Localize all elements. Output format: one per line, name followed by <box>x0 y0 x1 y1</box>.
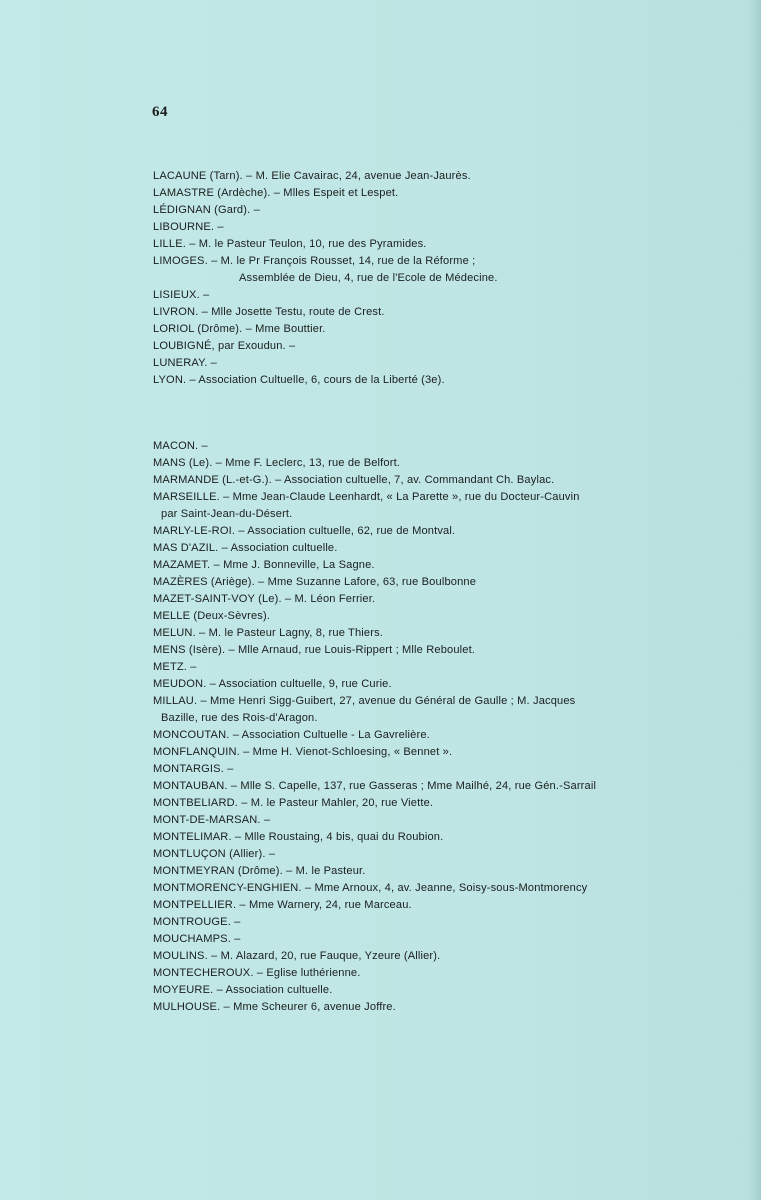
directory-entry: LISIEUX. – <box>153 289 210 301</box>
directory-entry: LUNERAY. – <box>153 357 217 369</box>
directory-entry: MILLAU. – Mme Henri Sigg-Guibert, 27, avenue du Général de Gaulle ; M. Jacques <box>153 695 576 707</box>
page-edge-shadow <box>747 0 761 1200</box>
marseille-continuation: par Saint-Jean-du-Désert. <box>161 508 293 520</box>
directory-entry: LIVRON. – Mlle Josette Testu, route de Crest. <box>153 306 385 318</box>
directory-entry: LAMASTRE (Ardèche). – Mlles Espeit et Lespet. <box>153 187 399 199</box>
page-number: 64 <box>152 104 168 120</box>
directory-entry: LYON. – Association Cultuelle, 6, cours de la Liberté (3e). <box>153 374 445 386</box>
directory-entry: MONTECHEROUX. – Eglise luthérienne. <box>153 967 361 979</box>
directory-entry: LIBOURNE. – <box>153 221 224 233</box>
directory-entry: LOUBIGNÉ, par Exoudun. – <box>153 340 296 352</box>
directory-entry: MAZÈRES (Ariège). – Mme Suzanne Lafore, 63, rue Boulbonne <box>153 576 477 588</box>
directory-entry: MONTMEYRAN (Drôme). – M. le Pasteur. <box>153 865 366 877</box>
directory-entry: LIMOGES. – M. le Pr François Rousset, 14, rue de la Réforme ; <box>153 255 476 267</box>
directory-entry: MOUCHAMPS. – <box>153 933 241 945</box>
directory-entry: MARLY-LE-ROI. – Association cultuelle, 62, rue de Montval. <box>153 525 456 537</box>
directory-entry: LÉDIGNAN (Gard). – <box>153 204 260 216</box>
directory-entry: MONTMORENCY-ENGHIEN. – Mme Arnoux, 4, av. Jeanne, Soisy-sous-Montmorency <box>153 882 588 894</box>
directory-entry: MONTELIMAR. – Mlle Roustaing, 4 bis, quai du Roubion. <box>153 831 444 843</box>
directory-entry: MONFLANQUIN. – Mme H. Vienot-Schloesing, « Bennet ». <box>153 746 453 758</box>
directory-entry: MARSEILLE. – Mme Jean-Claude Leenhardt, « La Parette », rue du Docteur-Cauvin <box>153 491 580 503</box>
directory-entry: MONT-DE-MARSAN. – <box>153 814 271 826</box>
directory-entry: MAZAMET. – Mme J. Bonneville, La Sagne. <box>153 559 375 571</box>
directory-block-m <box>153 438 683 1016</box>
directory-entry: MONTBELIARD. – M. le Pasteur Mahler, 20, rue Viette. <box>153 797 434 809</box>
directory-entry: MONCOUTAN. – Association Cultuelle - La Gavrelière. <box>153 729 430 741</box>
directory-entry: MULHOUSE. – Mme Scheurer 6, avenue Joffre. <box>153 1001 396 1013</box>
directory-block-l <box>153 168 683 389</box>
directory-entry: MELLE (Deux-Sèvres). <box>153 610 271 622</box>
directory-entry-continuation <box>153 506 683 523</box>
directory-entry: MACON. – <box>153 440 208 452</box>
directory-entry: MAS D'AZIL. – Association cultuelle. <box>153 542 338 554</box>
directory-entry: MANS (Le). – Mme F. Leclerc, 13, rue de Belfort. <box>153 457 401 469</box>
directory-entry: MONTLUÇON (Allier). – <box>153 848 276 860</box>
limoges-continuation: Assemblée de Dieu, 4, rue de l'Ecole de Médecine. <box>239 272 498 284</box>
directory-entry: LACAUNE (Tarn). – M. Elie Cavairac, 24, avenue Jean-Jaurès. <box>153 170 471 182</box>
directory-entry: MARMANDE (L.-et-G.). – Association cultuelle, 7, av. Commandant Ch. Baylac. <box>153 474 555 486</box>
directory-entry: MEUDON. – Association cultuelle, 9, rue Curie. <box>153 678 392 690</box>
directory-entry-continuation <box>153 710 683 727</box>
directory-entry: MONTPELLIER. – Mme Warnery, 24, rue Marceau. <box>153 899 412 911</box>
millau-continuation: Bazille, rue des Rois-d'Aragon. <box>161 712 318 724</box>
directory-entry: METZ. – <box>153 661 197 673</box>
directory-entry: LORIOL (Drôme). – Mme Bouttier. <box>153 323 326 335</box>
directory-entry: MOULINS. – M. Alazard, 20, rue Fauque, Yzeure (Allier). <box>153 950 441 962</box>
directory-entry: MENS (Isère). – Mlle Arnaud, rue Louis-Rippert ; Mlle Reboulet. <box>153 644 476 656</box>
directory-entry: MONTROUGE. – <box>153 916 241 928</box>
directory-entry: MELUN. – M. le Pasteur Lagny, 8, rue Thiers. <box>153 627 384 639</box>
directory-entry: MOYEURE. – Association cultuelle. <box>153 984 333 996</box>
directory-entry: MONTARGIS. – <box>153 763 234 775</box>
directory-entry: MAZET-SAINT-VOY (Le). – M. Léon Ferrier. <box>153 593 376 605</box>
directory-entry-continuation <box>153 270 683 287</box>
directory-entry: MONTAUBAN. – Mlle S. Capelle, 137, rue Gasseras ; Mme Mailhé, 24, rue Gén.-Sarrail <box>153 780 597 792</box>
directory-entry: LILLE. – M. le Pasteur Teulon, 10, rue des Pyramides. <box>153 238 427 250</box>
